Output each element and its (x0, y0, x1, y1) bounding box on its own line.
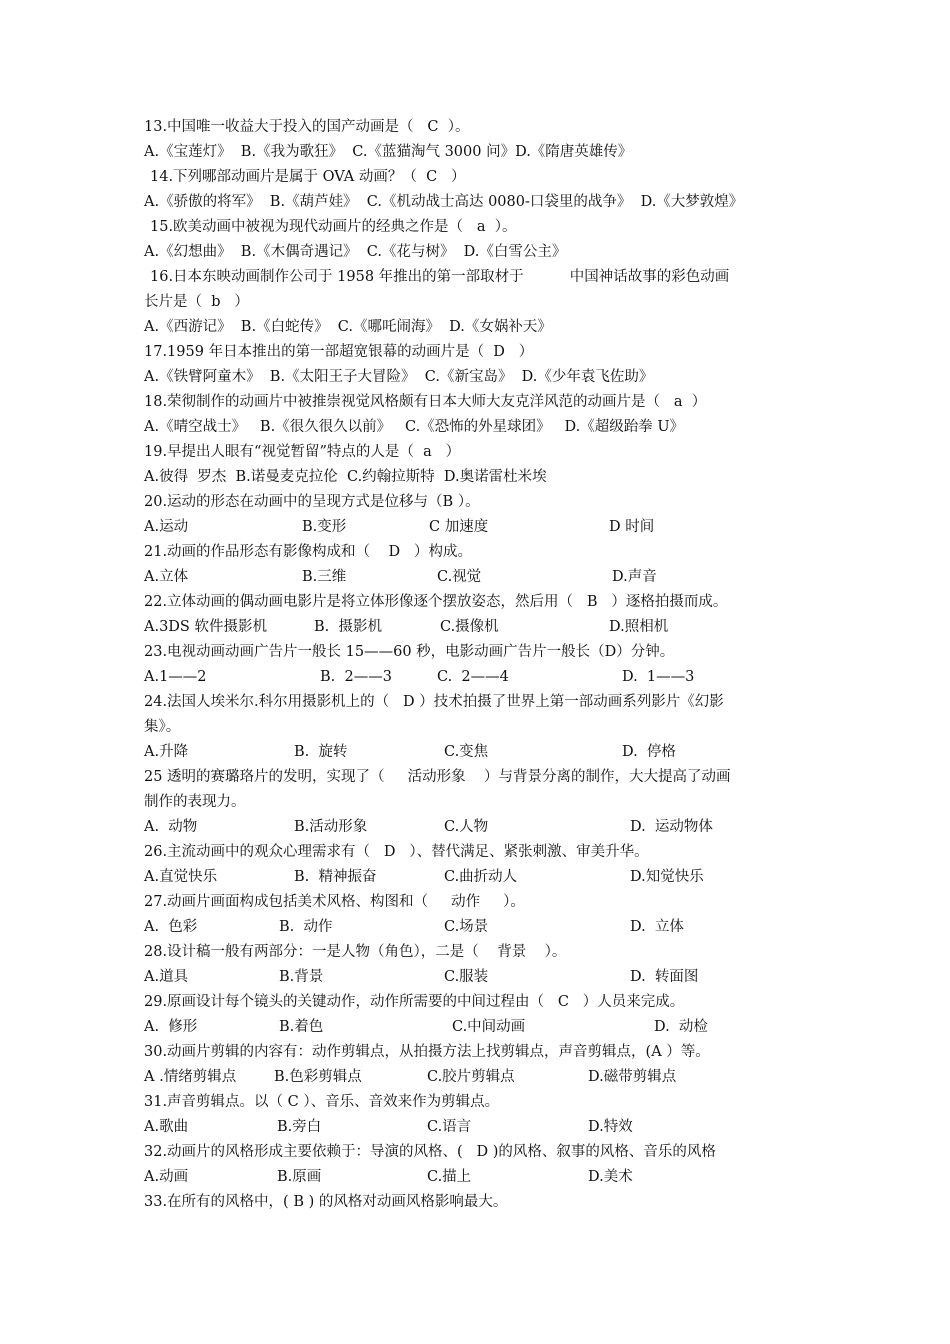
question-stem: 33.在所有的风格中，( B ) 的风格对动画风格影响最大。 (144, 1194, 508, 1210)
option-d: D. 停格 (622, 744, 676, 760)
question-stem-continued: 长片是（ b ） (144, 294, 249, 310)
option-d: D. 运动物体 (630, 819, 713, 835)
option-b: B. 摄影机 (314, 619, 382, 635)
option-b: B.三维 (302, 569, 347, 585)
option-a: A.直觉快乐 (144, 869, 218, 885)
option-d: D 时间 (609, 519, 655, 535)
option-c: C 加速度 (429, 519, 489, 535)
option-b: B. 2——3 (320, 669, 392, 685)
question-stem: 17.1959 年日本推出的第一部超宽银幕的动画片是（ D ） (144, 344, 534, 360)
option-d: D.特效 (588, 1119, 633, 1135)
option-d: D.知觉快乐 (630, 869, 704, 885)
option-c: C.服装 (444, 969, 489, 985)
answer-options (144, 1115, 824, 1140)
answer-options (144, 665, 824, 690)
option-a: A.歌曲 (144, 1119, 189, 1135)
answer-options (144, 865, 824, 890)
option-a: A .情绪剪辑点 (144, 1069, 237, 1085)
question-stem: 14.下列哪部动画片是属于 OVA 动画？（ C ） (150, 169, 466, 185)
option-c: C.摄像机 (440, 619, 499, 635)
option-a: A.3DS 软件摄影机 (144, 619, 267, 635)
answer-options (144, 615, 824, 640)
question-stem: 28.设计稿一般有两部分：一是人物（角色），二是（ 背景 ）。 (144, 944, 567, 960)
question-stem: 30.动画片剪辑的内容有：动作剪辑点，从拍摄方法上找剪辑点，声音剪辑点，(A ）等。 (144, 1044, 710, 1060)
answer-options (144, 965, 824, 990)
option-b: B. 精神振奋 (294, 869, 377, 885)
answer-options: A.《铁臂阿童木》 B.《太阳王子大冒险》 C.《新宝岛》 D.《少年袁飞佐助》 (144, 369, 654, 385)
answer-options: A.彼得 罗杰 B.诺曼麦克拉伦 C.约翰拉斯特 D.奥诺雷杜米埃 (144, 469, 547, 485)
answer-options (144, 915, 824, 940)
question-stem: 23.电视动画动画广告片一般长 15——60 秒，电影动画广告片一般长（D）分钟。 (144, 644, 675, 660)
question-stem-continued: 集》。 (144, 719, 181, 735)
question-stem: 18.荣彻制作的动画片中被推崇视觉风格颇有日本大师大友克洋风范的动画片是（ a ） (144, 394, 707, 410)
option-b: B.旁白 (277, 1119, 322, 1135)
option-c: C.变焦 (444, 744, 489, 760)
option-d: D. 动检 (654, 1019, 708, 1035)
question-stem: 21.动画的作品形态有影像构成和（ D ）构成。 (144, 544, 472, 560)
question-stem: 31.声音剪辑点。以（ C ）、音乐、音效来作为剪辑点。 (144, 1094, 500, 1110)
option-c: C.场景 (444, 919, 489, 935)
option-b: B.原画 (277, 1169, 322, 1185)
option-c: C.语言 (427, 1119, 472, 1135)
option-d: D.声音 (612, 569, 657, 585)
question-stem: 27.动画片画面构成包括美术风格、构图和（ 动作 ）。 (144, 894, 525, 910)
option-d: D. 转面图 (630, 969, 699, 985)
answer-options: A.《西游记》 B.《白蛇传》 C.《哪吒闹海》 D.《女娲补天》 (144, 319, 552, 335)
question-stem: 16.日本东映动画制作公司于 1958 年推出的第一部取材于 中国神话故事的彩色动画 (150, 269, 730, 285)
answer-options (144, 815, 824, 840)
question-list (144, 115, 824, 1215)
answer-options: A.《宝莲灯》 B.《我为歌狂》 C.《蓝猫淘气 3000 问》D.《隋唐英雄传》 (144, 144, 633, 160)
question-stem: 20.运动的形态在动画中的呈现方式是位移与（B ）。 (144, 494, 480, 510)
answer-options (144, 565, 824, 590)
option-d: D.美术 (588, 1169, 633, 1185)
option-d: D. 立体 (630, 919, 684, 935)
option-d: D.照相机 (609, 619, 669, 635)
option-a: A.立体 (144, 569, 189, 585)
question-stem: 25 透明的赛璐珞片的发明，实现了（ 活动形象 ）与背景分离的制作，大大提高了动画 (144, 769, 731, 785)
option-c: C.胶片剪辑点 (427, 1069, 515, 1085)
option-a: A.道具 (144, 969, 189, 985)
question-stem: 15.欧美动画中被视为现代动画片的经典之作是（ a ）。 (150, 219, 517, 235)
answer-options: A.《幻想曲》 B.《木偶奇遇记》 C.《花与树》 D.《白雪公主》 (144, 244, 567, 260)
answer-options: A.《骄傲的将军》 B.《葫芦娃》 C.《机动战士高达 0080-口袋里的战争》 D.《大梦敦煌》 (144, 194, 744, 210)
question-stem: 29.原画设计每个镜头的关键动作，动作所需要的中间过程由（ C ）人员来完成。 (144, 994, 685, 1010)
option-b: B.活动形象 (294, 819, 368, 835)
question-stem: 19.早提出人眼有“视觉暂留”特点的人是（ a ） (144, 444, 461, 460)
option-a: A.升降 (144, 744, 189, 760)
answer-options: A.《晴空战士》 B.《很久很久以前》 C.《恐怖的外星球团》 D.《超级跆拳 U》 (144, 419, 685, 435)
option-b: B.着色 (279, 1019, 324, 1035)
option-c: C.人物 (444, 819, 489, 835)
answer-options (144, 1065, 824, 1090)
question-stem: 13.中国唯一收益大于投入的国产动画是（ C ）。 (144, 119, 470, 135)
option-a: A. 色彩 (144, 919, 198, 935)
option-c: C.曲折动人 (444, 869, 518, 885)
option-d: D.磁带剪辑点 (588, 1069, 677, 1085)
question-stem: 22.立体动画的偶动画电影片是将立体形像逐个摆放姿态，然后用（ B ）逐格拍摄而成。 (144, 594, 728, 610)
answer-options (144, 740, 824, 765)
option-a: A.运动 (144, 519, 189, 535)
option-a: A. 动物 (144, 819, 198, 835)
question-stem: 24.法国人埃米尔.科尔用摄影机上的（ D ）技术拍摄了世界上第一部动画系列影片《幻影 (144, 694, 724, 710)
option-b: B. 动作 (279, 919, 333, 935)
option-b: B. 旋转 (294, 744, 348, 760)
question-stem: 32.动画片的风格形成主要依赖于：导演的风格、( D )的风格、叙事的风格、音乐的风格 (144, 1144, 716, 1160)
option-b: B.背景 (279, 969, 324, 985)
option-b: B.变形 (302, 519, 347, 535)
option-c: C.描上 (427, 1169, 472, 1185)
answer-options (144, 1015, 824, 1040)
answer-options (144, 515, 824, 540)
option-a: A. 修形 (144, 1019, 198, 1035)
option-c: C. 2——4 (437, 669, 509, 685)
option-b: B.色彩剪辑点 (274, 1069, 362, 1085)
question-stem: 26.主流动画中的观众心理需求有（ D ）、替代满足、紧张刺激、审美升华。 (144, 844, 649, 860)
question-stem-continued: 制作的表现力。 (144, 794, 246, 810)
option-a: A.动画 (144, 1169, 189, 1185)
option-c: C.视觉 (437, 569, 482, 585)
option-d: D. 1——3 (622, 669, 695, 685)
answer-options (144, 1165, 824, 1190)
option-a: A.1——2 (144, 669, 207, 685)
option-c: C.中间动画 (452, 1019, 526, 1035)
